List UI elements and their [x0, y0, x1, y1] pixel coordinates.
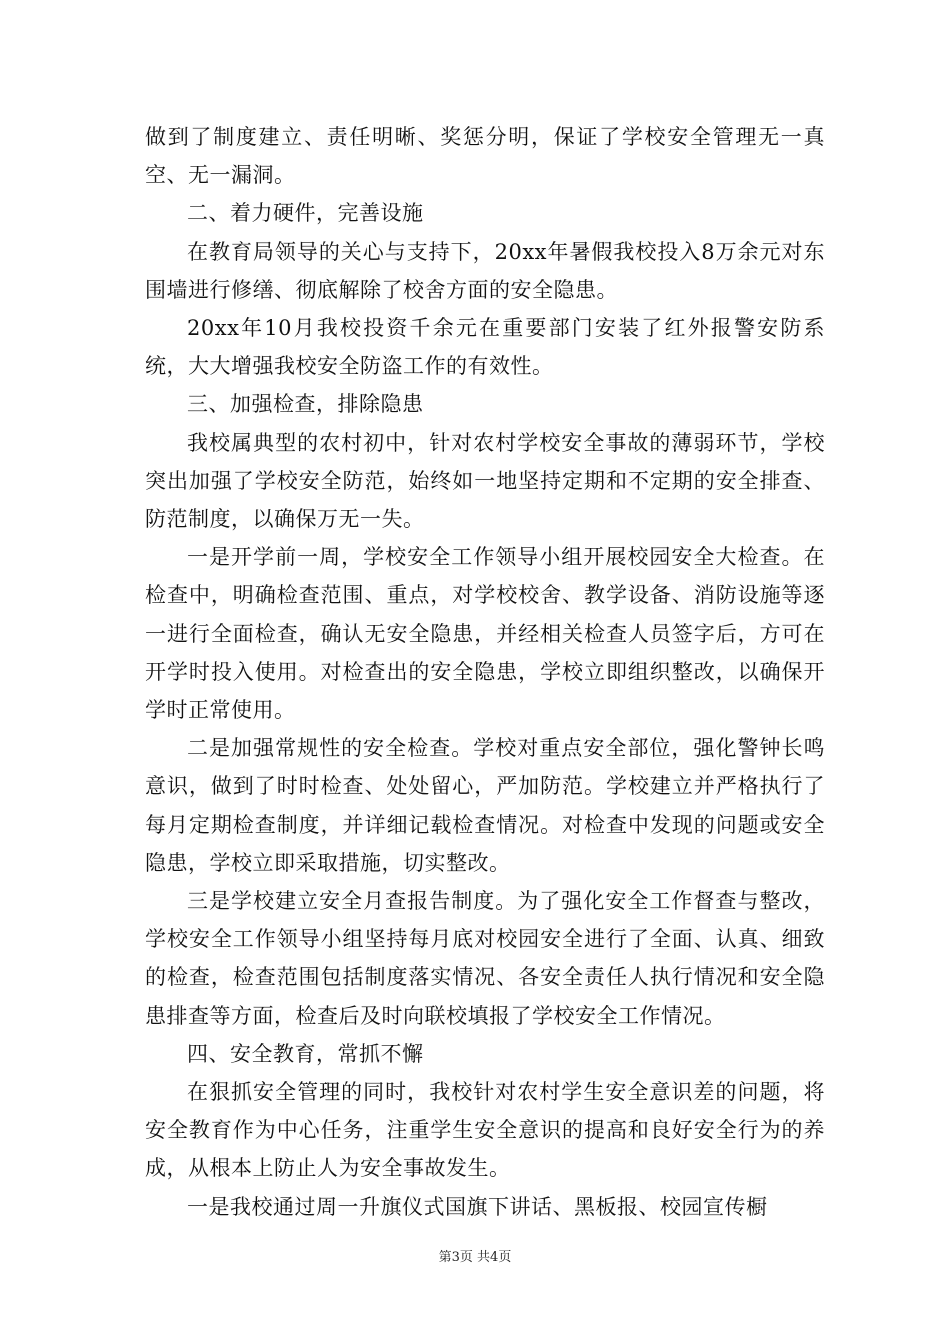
paragraph: 三是学校建立安全月查报告制度。为了强化安全工作督查与整改，学校安全工作领导小组坚持每月底对校园安全进行了全面、认真、细致的检查，检查范围包括制度落实情况、各安全责任人执行情况和安全隐患排查等方面，检查后及时向联校填报了学校安全工作情况。	[145, 889, 825, 1028]
document-body	[145, 118, 825, 1226]
paragraph: 在狠抓安全管理的同时，我校针对农村学生安全意识差的问题，将安全教育作为中心任务，注重学生安全意识的提高和良好安全行为的养成，从根本上防止人为安全事故发生。	[145, 1080, 825, 1181]
paragraph: 20xx年10月我校投资千余元在重要部门安装了红外报警安防系统，大大增强我校安全防盗工作的有效性。	[145, 316, 825, 379]
page-footer	[0, 1246, 950, 1265]
section-heading: 三、加强检查，排除隐患	[187, 392, 424, 417]
paragraph: 做到了制度建立、责任明晰、奖惩分明，保证了学校安全管理无一真空、无一漏洞。	[145, 125, 825, 188]
paragraph: 我校属典型的农村初中，针对农村学校安全事故的薄弱环节，学校突出加强了学校安全防范，始终如一地坚持定期和不定期的安全排查、防范制度，以确保万无一失。	[145, 430, 825, 532]
paragraph: 一是开学前一周，学校安全工作领导小组开展校园安全大检查。在检查中，明确检查范围、重点，对学校校舍、教学设备、消防设施等逐一进行全面检查，确认无安全隐患，并经相关检查人员签字后，方可在开学时投入使用。对检查出的安全隐患，学校立即组织整改，以确保开学时正常使用。	[145, 545, 825, 723]
paragraph: 在教育局领导的关心与支持下，20xx年暑假我校投入8万余元对东围墙进行修缮、彻底解除了校舍方面的安全隐患。	[145, 239, 825, 302]
page-number: 第3页 共4页	[438, 1250, 512, 1265]
section-heading: 四、安全教育，常抓不懈	[187, 1041, 424, 1066]
section-heading: 二、着力硬件，完善设施	[187, 201, 424, 226]
paragraph: 一是我校通过周一升旗仪式国旗下讲话、黑板报、校园宣传橱	[187, 1194, 768, 1219]
paragraph: 二是加强常规性的安全检查。学校对重点安全部位，强化警钟长鸣意识，做到了时时检查、处处留心，严加防范。学校建立并严格执行了每月定期检查制度，并详细记载检查情况。对检查中发现的问题或安全隐患，学校立即采取措施，切实整改。	[145, 736, 825, 875]
